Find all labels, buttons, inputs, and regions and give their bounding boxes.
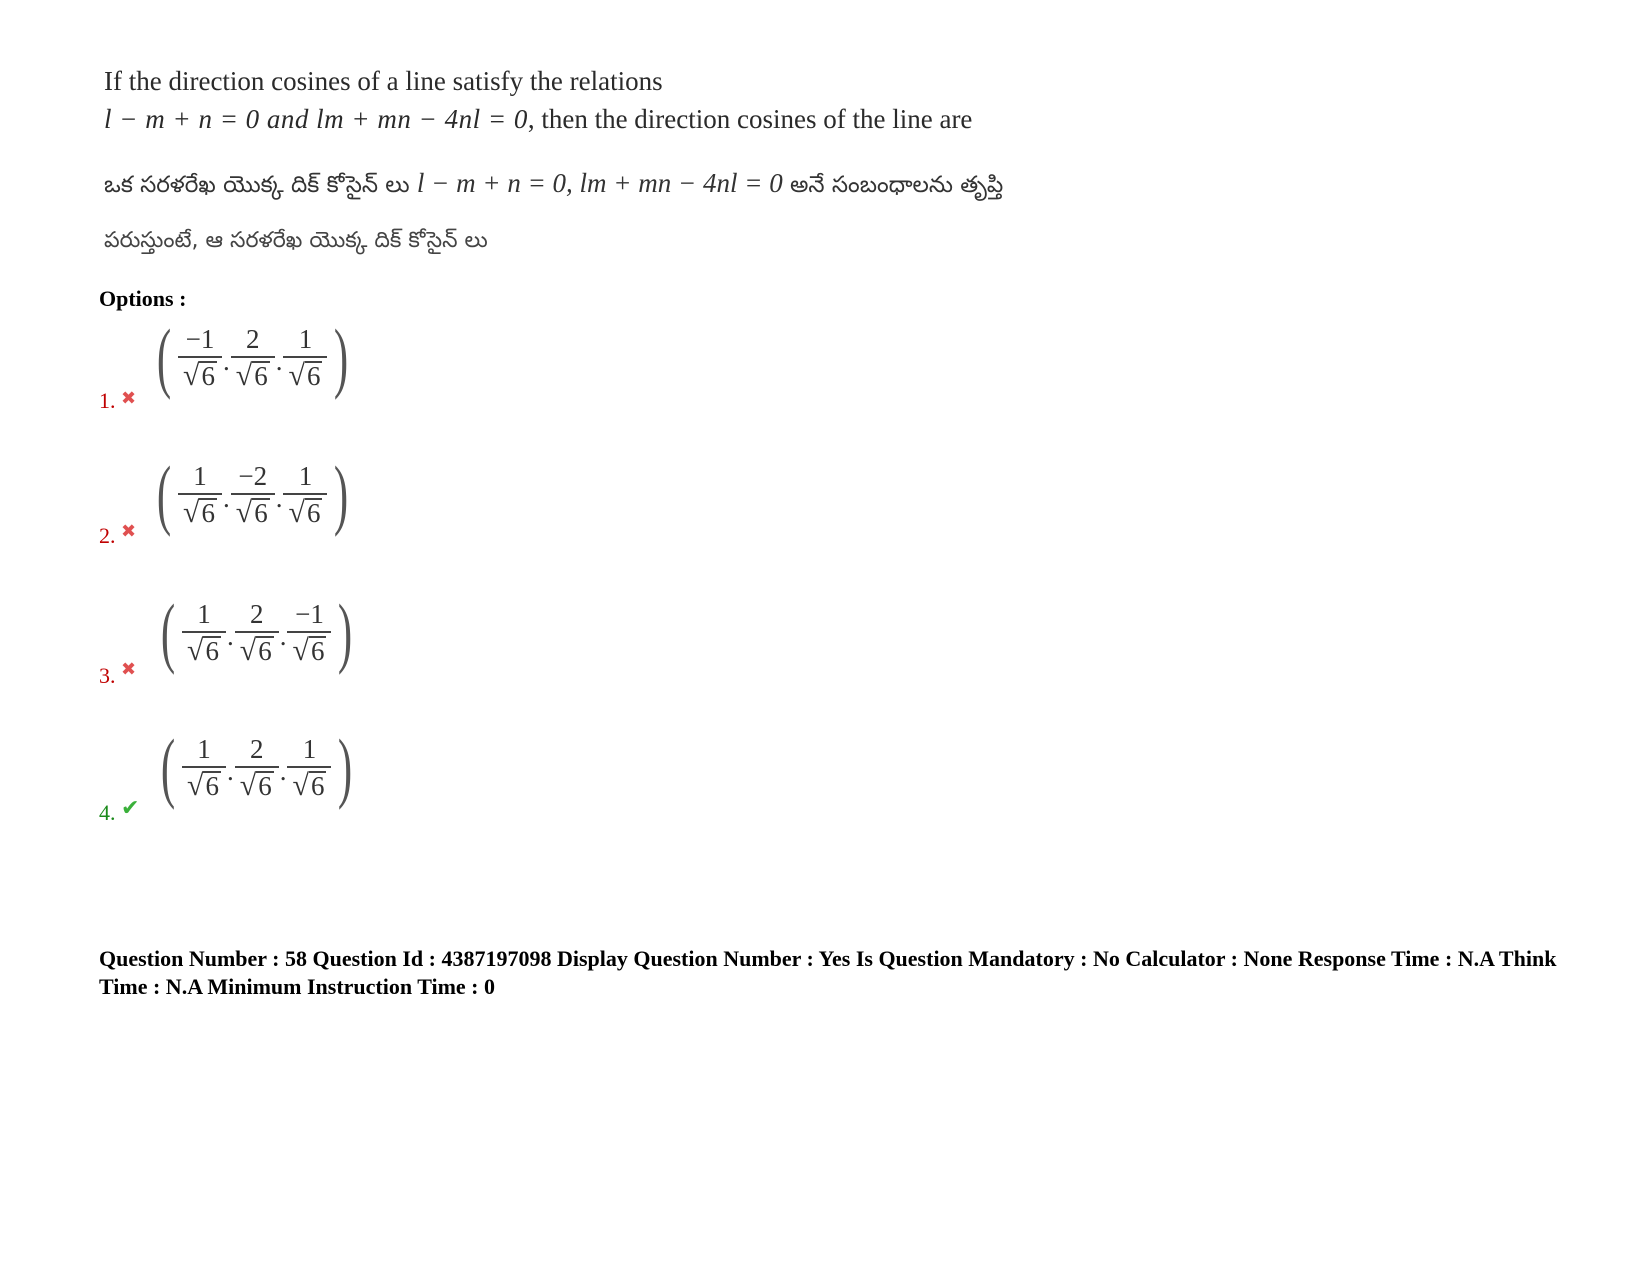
question-telugu-line2: పరుస్తుంటే, ఆ సరళరేఖ యొక్క దిక్ కోసైన్ లు	[104, 228, 488, 253]
option-4[interactable]	[99, 723, 499, 828]
question-metadata: Question Number : 58 Question Id : 4387197098 Display Question Number : Yes Is Question Mandatory : No Calculator : None Response Time : N.A Think Time : N.A Minimum Instruction Time : 0	[99, 946, 1557, 999]
cross-icon: ✖	[121, 521, 137, 542]
option-vector: ( −1 √ 6 . 2 √ 6 . 1 √ 6 )	[156, 313, 349, 400]
right-paren: )	[338, 588, 353, 675]
fraction: −1 √ 6	[178, 324, 222, 391]
left-paren: (	[156, 313, 172, 400]
telugu-text-b: అనే సంబంధాలను తృప్తి	[790, 172, 1004, 198]
question-math: l − m + n = 0 and lm + mn − 4nl = 0	[104, 104, 528, 134]
option-1[interactable]	[99, 313, 499, 418]
right-paren: )	[338, 723, 353, 810]
telugu-math: l − m + n = 0, lm + mn − 4nl = 0	[416, 168, 783, 198]
question-block	[104, 62, 1204, 253]
fraction: 1 √ 6	[283, 461, 327, 528]
question-text-tail: , then the direction cosines of the line are	[527, 104, 973, 134]
cross-icon: ✖	[121, 388, 137, 409]
fraction: −2 √ 6	[231, 461, 275, 528]
fraction: 2 √ 6	[235, 734, 279, 801]
question-text-line2	[104, 100, 1204, 138]
fraction: 2 √ 6	[231, 324, 275, 391]
fraction: 1 √ 6	[283, 324, 327, 391]
question-telugu-line1	[104, 164, 1003, 204]
telugu-text-a: ఒక సరళరేఖ యొక్క దిక్ కోసైన్ లు	[104, 172, 410, 198]
option-vector: ( 1 √ 6 . 2 √ 6 . −1 √ 6 )	[160, 588, 353, 675]
fraction: −1 √ 6	[287, 599, 331, 666]
fraction: 2 √ 6	[235, 599, 279, 666]
question-text-line1: If the direction cosines of a line satisfy the relations	[104, 66, 663, 96]
check-icon: ✔	[121, 796, 140, 821]
option-number: 3.	[99, 663, 116, 688]
option-number: 4.	[99, 800, 116, 825]
left-paren: (	[160, 723, 176, 810]
fraction: 1 √ 6	[182, 734, 226, 801]
option-number: 2.	[99, 523, 116, 548]
cross-icon: ✖	[121, 659, 137, 680]
options-label: Options :	[99, 286, 187, 311]
option-3[interactable]	[99, 588, 499, 693]
option-2[interactable]	[99, 450, 499, 555]
left-paren: (	[156, 450, 172, 537]
option-number: 1.	[99, 388, 116, 413]
fraction: 1 √ 6	[287, 734, 331, 801]
option-vector: ( 1 √ 6 . 2 √ 6 . 1 √ 6 )	[160, 723, 353, 810]
option-vector: ( 1 √ 6 . −2 √ 6 . 1 √ 6 )	[156, 450, 349, 537]
left-paren: (	[160, 588, 176, 675]
right-paren: )	[334, 450, 349, 537]
fraction: 1 √ 6	[182, 599, 226, 666]
right-paren: )	[334, 313, 349, 400]
fraction: 1 √ 6	[178, 461, 222, 528]
